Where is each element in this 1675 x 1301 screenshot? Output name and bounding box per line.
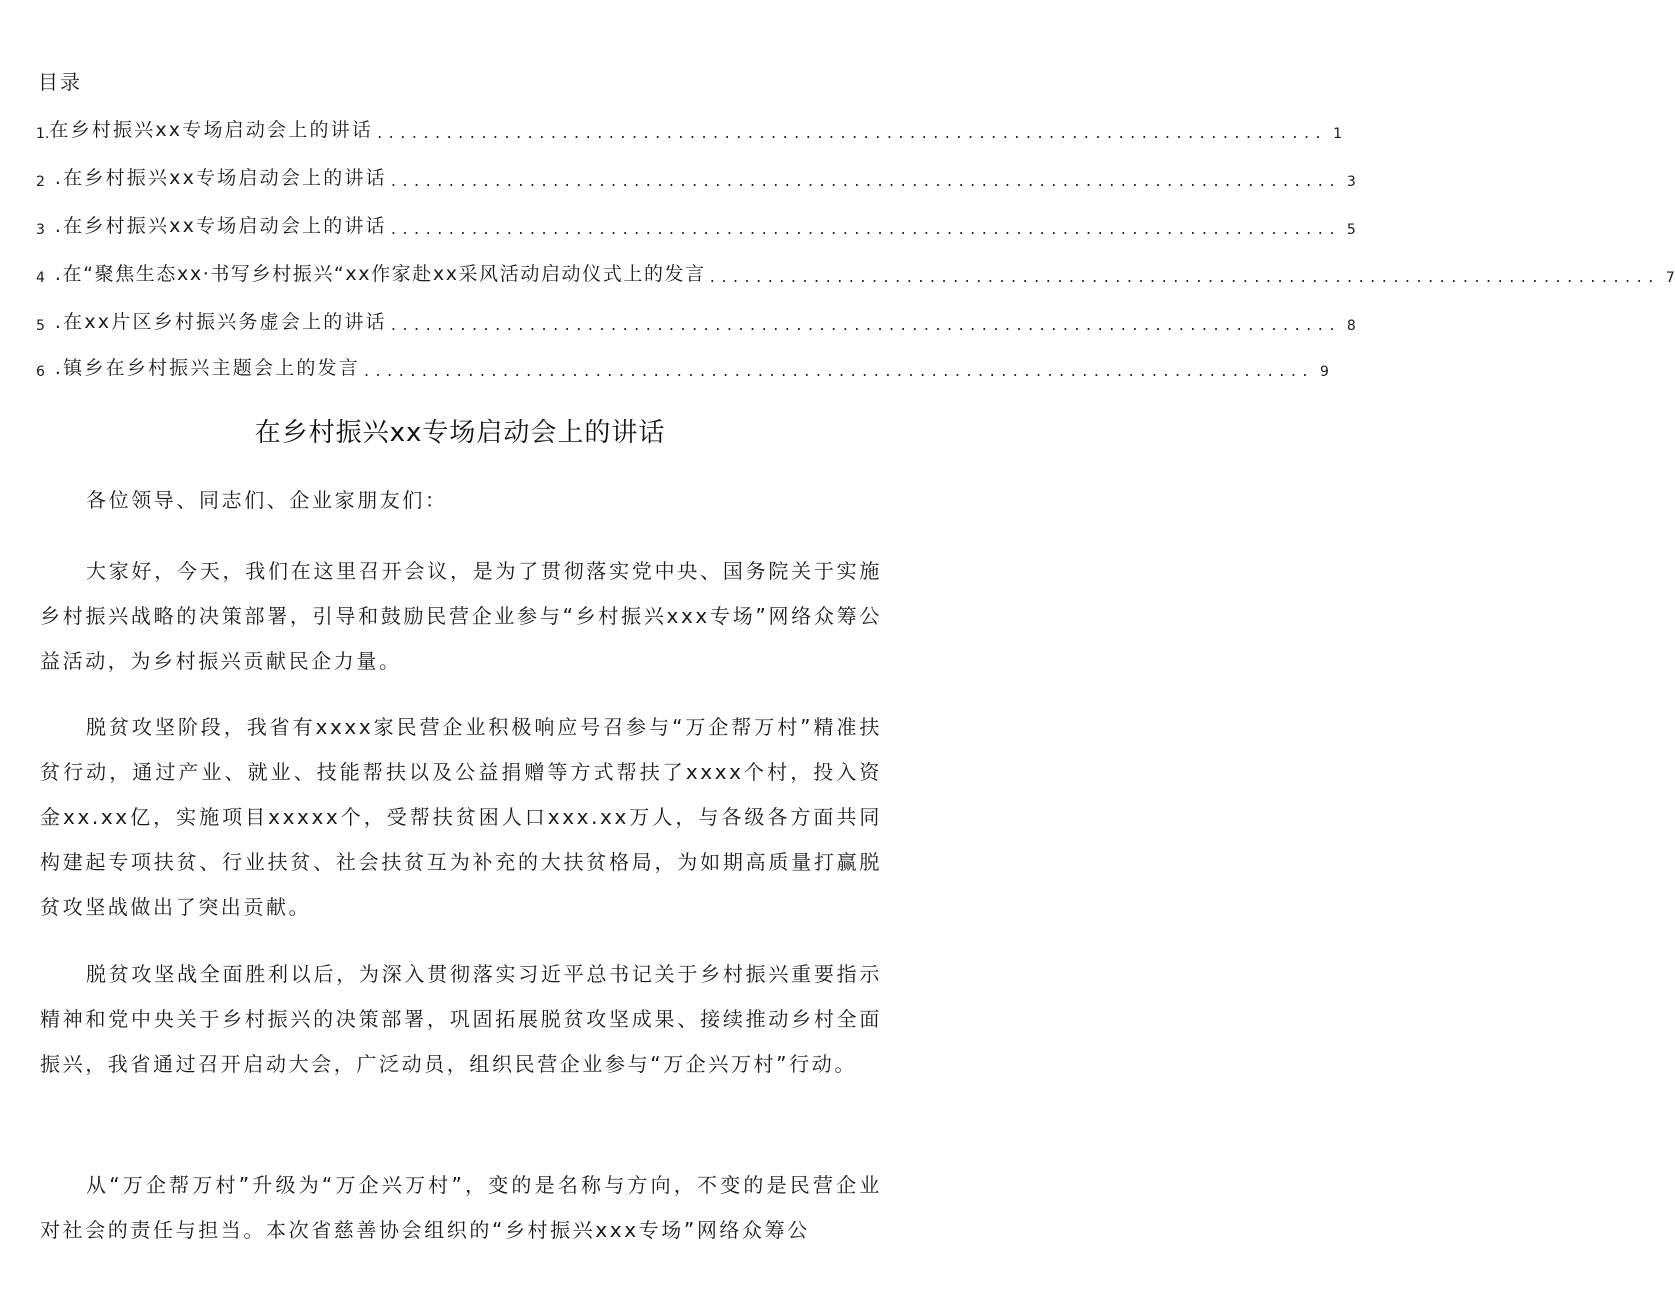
- toc-entry-page: 7: [1665, 270, 1675, 286]
- toc-entry-number: 6: [36, 364, 45, 380]
- toc-entry-text: .镇乡在乡村振兴主题会上的发言: [54, 357, 360, 379]
- toc-dot-leader: ..................................................................................: [377, 123, 1328, 142]
- toc-entry[interactable]: [36, 118, 1343, 142]
- toc-entry[interactable]: [36, 310, 1356, 334]
- toc-entry-number: 2: [36, 174, 45, 190]
- toc-entry-number: 5: [36, 318, 45, 334]
- toc-dot-leader: ..................................................................................: [390, 171, 1341, 190]
- toc-entry-text: .在乡村振兴xx专场启动会上的讲话: [54, 215, 387, 237]
- salutation-paragraph: 各位领导、同志们、企业家朋友们：: [86, 488, 448, 512]
- toc-entry-page: 5: [1346, 222, 1356, 238]
- article-title: 在乡村振兴xx专场启动会上的讲话: [254, 418, 666, 448]
- body-paragraph: 大家好，今天，我们在这里召开会议，是为了贯彻落实党中央、国务院关于实施乡村振兴战略的决策部署，引导和鼓励民营企业参与“乡村振兴xxx专场”网络众筹公益活动，为乡村振兴贡献民企力量。: [40, 559, 882, 673]
- toc-dot-leader: ..................................................................................: [363, 361, 1315, 380]
- toc-entry-page: 9: [1320, 364, 1329, 380]
- toc-entry-text: 在乡村振兴xx专场启动会上的讲话: [49, 119, 374, 141]
- toc-entry-page: 3: [1346, 174, 1356, 190]
- toc-entry-page: 8: [1346, 318, 1356, 334]
- toc-dot-leader: ..................................................................................: [390, 315, 1341, 334]
- toc-title: 目录: [38, 70, 82, 94]
- body-paragraph: 从“万企帮万村”升级为“万企兴万村”，变的是名称与方向，不变的是民营企业对社会的责任与担当。本次省慈善协会组织的“乡村振兴xxx专场”网络众筹公: [40, 1173, 882, 1242]
- toc-entry-text: .在乡村振兴xx专场启动会上的讲话: [54, 167, 387, 189]
- body-paragraph: 脱贫攻坚战全面胜利以后，为深入贯彻落实习近平总书记关于乡村振兴重要指示精神和党中央关于乡村振兴的决策部署，巩固拓展脱贫攻坚成果、接续推动乡村全面振兴，我省通过召开启动大会，广泛动员，组织民营企业参与“万企兴万村”行动。: [40, 962, 882, 1076]
- toc-entry[interactable]: [36, 166, 1356, 190]
- toc-entry[interactable]: [36, 214, 1356, 238]
- toc-entry-text: .在“聚焦生态xx·书写乡村振兴“xx作家赴xx采风活动启动仪式上的发言: [54, 263, 706, 285]
- toc-entry[interactable]: [36, 356, 1329, 380]
- toc-entry[interactable]: [36, 262, 1675, 286]
- body-paragraph: 脱贫攻坚阶段，我省有xxxx家民营企业积极响应号召参与“万企帮万村”精准扶贫行动，通过产业、就业、技能帮扶以及公益捐赠等方式帮扶了xxxx个村，投入资金xx.xx亿，实施项目xxxxx个，受帮扶贫困人口xxx.xx万人，与各级各方面共同构建起专项扶贫、行业扶贫、社会扶贫互为补充的大扶贫格局，为如期高质量打赢脱贫攻坚战做出了突出贡献。: [40, 715, 882, 919]
- toc-entry-number: 1.: [36, 126, 50, 142]
- toc-dot-leader: ..................................................................................: [390, 219, 1341, 238]
- toc-entry-number: 4: [36, 270, 45, 286]
- toc-entry-page: 1: [1333, 126, 1343, 142]
- toc-entry-number: 3: [36, 222, 45, 238]
- toc-entry-text: .在xx片区乡村振兴务虚会上的讲话: [54, 311, 387, 333]
- toc-dot-leader: ..................................................................................: [709, 267, 1660, 286]
